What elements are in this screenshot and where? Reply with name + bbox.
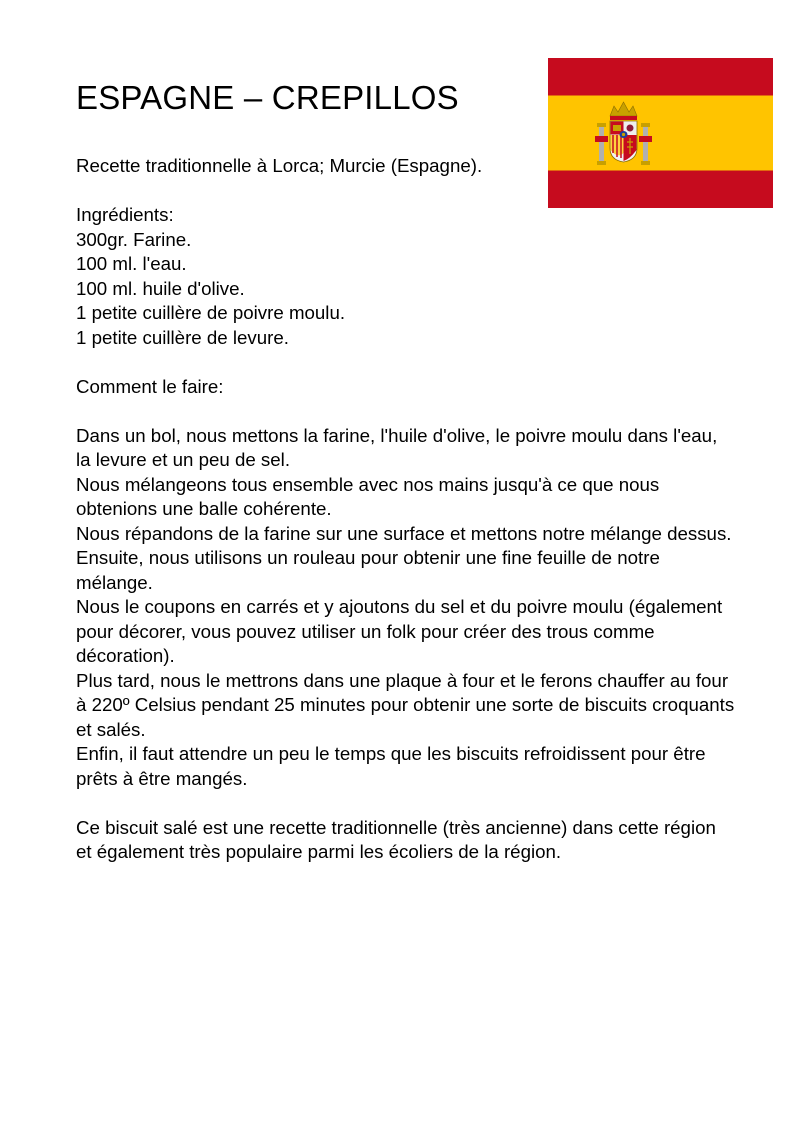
page-title: ESPAGNE – CREPILLOS <box>76 79 459 116</box>
ingredient-item: 1 petite cuillère de poivre moulu. <box>76 302 346 323</box>
method-step: Ensuite, nous utilisons un rouleau pour obtenir une fine feuille de notre mélange. <box>76 547 660 593</box>
ingredient-item: 1 petite cuillère de levure. <box>76 326 289 348</box>
recipe-body <box>76 154 736 865</box>
method-step: Plus tard, nous le mettrons dans une plaque à four et le ferons chauffer au four à 220º Celsius pendant 25 minutes pour obtenir une sorte de biscuits croquants et salés. <box>76 669 735 740</box>
ingredient-item: 300gr. Farine. <box>76 228 192 250</box>
ingredients-heading: Ingrédients: <box>76 204 174 225</box>
method-step: Nous répandons de la farine sur une surface et mettons notre mélange dessus. <box>76 522 732 544</box>
ingredient-item: 100 ml. l'eau. <box>76 253 187 274</box>
method-step: Nous le coupons en carrés et y ajoutons du sel et du poivre moulu (également pour décorer, vous pouvez utiliser un folk pour créer des trous comme décoration). <box>76 596 723 666</box>
ingredient-item: 100 ml. huile d'olive. <box>76 277 245 299</box>
conclusion-text: Ce biscuit salé est une recette traditionnelle (très ancienne) dans cette région et également très populaire parmi les écoliers de la région. <box>76 816 716 862</box>
intro-text: Recette traditionnelle à Lorca; Murcie (Espagne). <box>76 155 483 176</box>
method-heading: Comment le faire: <box>76 375 224 397</box>
method-step: Nous mélangeons tous ensemble avec nos mains jusqu'à ce que nous obtenions une balle cohérente. <box>76 473 660 519</box>
method-step: Enfin, il faut attendre un peu le temps que les biscuits refroidissent pour être prêts à être mangés. <box>76 743 706 789</box>
method-step: Dans un bol, nous mettons la farine, l'huile d'olive, le poivre moulu dans l'eau, la levure et un peu de sel. <box>76 424 718 470</box>
